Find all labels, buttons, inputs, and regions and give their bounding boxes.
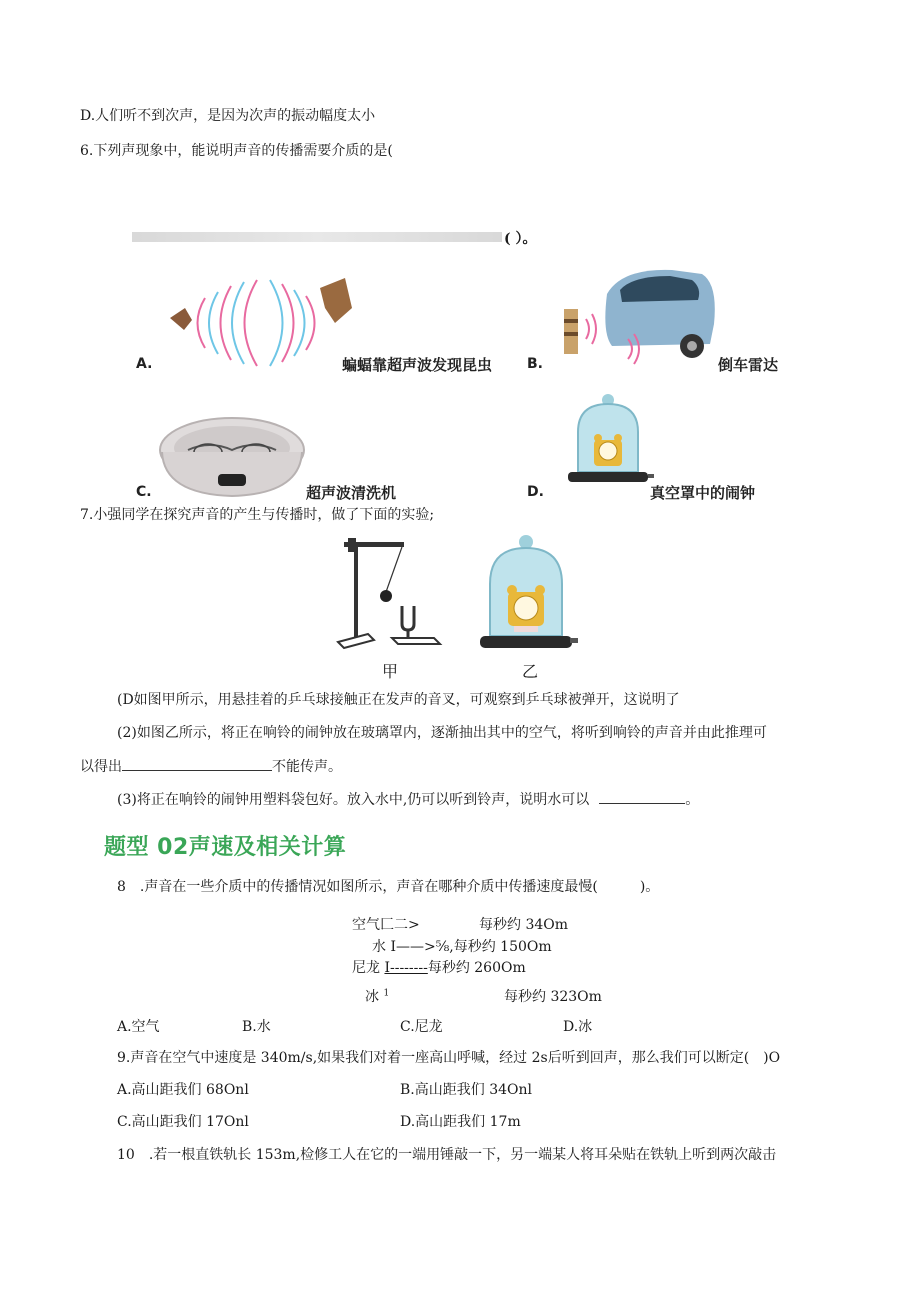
speed-ice-value: 每秒约 323Om <box>504 989 602 1005</box>
blurred-header-text <box>132 232 502 242</box>
q8-option-c: C.尼龙 <box>400 1019 443 1035</box>
figure-jia-label: 甲 <box>382 662 399 681</box>
q7-part3-suffix: 。 <box>685 792 700 808</box>
q9-stem: 9.声音在空气中速度是 340m∕s,如果我们对着一座高山呼喊，经过 2s后听到回声，那么我们可以断定( )O <box>117 1050 781 1066</box>
speed-nylon-row <box>352 957 526 977</box>
q6-option-c-caption: 超声波清洗机 <box>306 484 397 502</box>
q7-part3-prefix: (3)将正在响铃的闹钟用塑料袋包好。放入水中,仍可以听到铃声，说明水可以 <box>117 792 590 808</box>
q6-figure <box>120 228 800 518</box>
bell-jar-alarm-clock-image <box>478 532 578 656</box>
answer-blank[interactable] <box>122 756 272 771</box>
q9-option-d: D.高山距我们 17m <box>400 1114 521 1130</box>
speed-ice-medium <box>365 986 389 1006</box>
q9-option-b: B.高山距我们 34Onl <box>400 1082 532 1098</box>
q6-figure-bracket: ( ）。 <box>504 231 537 247</box>
q6-option-a-label: A. <box>136 356 153 372</box>
car-reversing-radar-image <box>552 264 722 364</box>
bell-jar-clock-image <box>564 392 654 492</box>
q7-stem: 7.小强同学在探究声音的产生与传播时，做了下面的实验; <box>80 507 435 523</box>
q6-option-d-caption: 真空罩中的闹钟 <box>650 484 756 502</box>
speed-water-row: 水 I——>⅝,每秒约 150Om <box>372 939 552 955</box>
speed-nylon-arrow: I-------- <box>384 960 428 976</box>
q7-part3 <box>117 789 699 810</box>
q5-option-d: D.人们听不到次声，是因为次声的振动幅度太小 <box>80 108 376 124</box>
q6-stem: 6.下列声现象中，能说明声音的传播需要介质的是( <box>80 143 393 159</box>
q10-stem: 10 .若一根直铁轨长 153m,检修工人在它的一端用锤敲一下，另一端某人将耳朵贴在铁轨上听到两次敲击 <box>117 1147 777 1163</box>
q7-part1: (D如图甲所示，用悬挂着的乒乓球接触正在发声的音叉，可观察到乒乓球被弹开，这说明了 <box>117 692 680 708</box>
section-title: 题型 02声速及相关计算 <box>104 835 347 860</box>
q7-part2-prefix: 以得出 <box>80 759 122 775</box>
speed-nylon-value: 每秒约 260Om <box>427 960 526 976</box>
q9-option-c: C.高山距我们 17Onl <box>117 1114 249 1130</box>
q9-option-a: A.高山距我们 68Onl <box>117 1082 249 1098</box>
q8-option-d: D.冰 <box>563 1019 593 1035</box>
q7-part2-suffix: 不能传声。 <box>272 759 342 775</box>
speed-ice-label: 冰 <box>365 989 379 1005</box>
q6-option-a-caption: 蝙蝠靠超声波发现昆虫 <box>342 356 493 374</box>
speed-nylon-medium: 尼龙 <box>352 960 380 976</box>
ultrasonic-cleaner-image <box>158 410 308 500</box>
q7-part2: (2)如图乙所示，将正在响铃的闹钟放在玻璃罩内，逐渐抽出其中的空气，将听到响铃的声音并由此推理可 <box>117 725 767 741</box>
answer-blank[interactable] <box>599 789 685 804</box>
q6-option-b-label: B. <box>527 356 543 372</box>
q7-part2-cont <box>80 756 342 777</box>
q6-option-c-label: C. <box>136 484 152 500</box>
speed-air-value: 每秒约 34Om <box>479 917 569 933</box>
tuning-fork-pendulum-image <box>334 534 454 654</box>
bat-ultrasound-image <box>160 268 360 378</box>
q8-stem: 8 .声音在一些介质中的传播情况如图所示，声音在哪种介质中传播速度最慢( )。 <box>117 879 660 895</box>
q6-option-d-label: D. <box>527 484 544 500</box>
figure-yi-label: 乙 <box>522 662 539 681</box>
q6-option-b-caption: 倒车雷达 <box>718 356 779 374</box>
speed-ice-superscript: 1 <box>383 988 390 999</box>
q8-option-b: B.水 <box>242 1019 271 1035</box>
q8-option-a: A.空气 <box>117 1019 160 1035</box>
speed-air-medium: 空气匚二> <box>352 917 420 933</box>
